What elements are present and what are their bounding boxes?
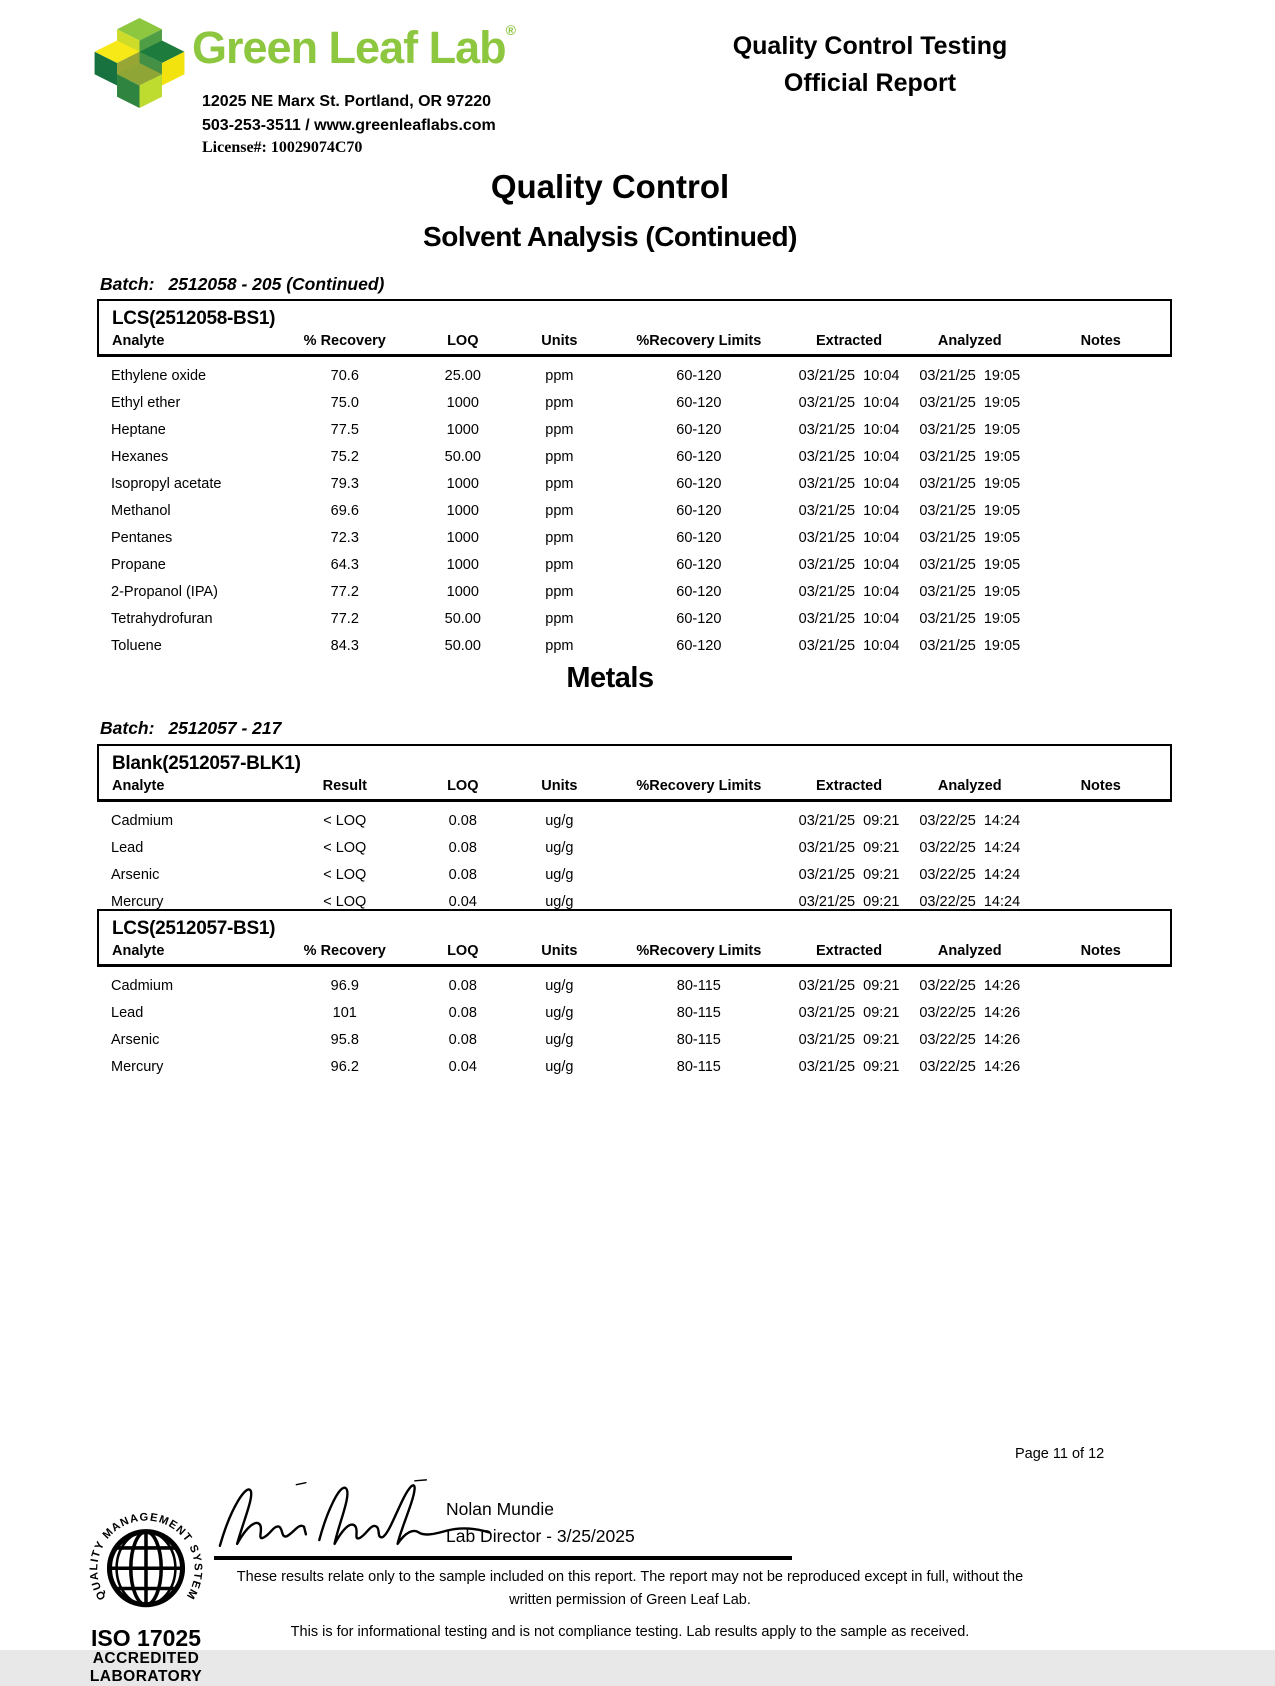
table-cell: 72.3 xyxy=(330,529,359,546)
table-cell: 77.2 xyxy=(330,610,359,627)
table-cell: 101 xyxy=(332,1004,357,1021)
table-cell: ppm xyxy=(545,475,574,492)
column-header: %Recovery Limits xyxy=(636,778,762,794)
table-cell: 60-120 xyxy=(676,637,722,654)
table-cell: 60-120 xyxy=(676,448,722,465)
table-cell: 0.08 xyxy=(448,977,477,994)
lab-phone-website: 503-253-3511 / www.greenleaflabs.com xyxy=(202,117,496,134)
page-title: Quality Control xyxy=(490,168,730,205)
column-header: LOQ xyxy=(447,778,479,794)
table-cell xyxy=(1031,470,1171,497)
table-cell: 1000 xyxy=(446,583,479,600)
column-header: % Recovery xyxy=(303,333,386,349)
table-cell: 03/21/25 10:04 xyxy=(798,610,900,627)
table-cell: ug/g xyxy=(545,893,574,910)
solvent-lcs-table xyxy=(97,299,1172,659)
table-cell: 80-115 xyxy=(676,977,721,994)
table-cell: 03/21/25 19:05 xyxy=(919,475,1021,492)
table-cell: 70.6 xyxy=(330,367,359,384)
table-row xyxy=(98,416,1171,443)
disclaimer-informational: This is for informational testing and is not compliance testing. Lab results apply to the sample as received. xyxy=(290,1624,970,1640)
table-cell: ug/g xyxy=(545,1004,574,1021)
table-cell: ug/g xyxy=(545,866,574,883)
table-cell: 03/21/25 19:05 xyxy=(919,421,1021,438)
table-cell: Propane xyxy=(111,556,166,573)
table-cell: 03/21/25 10:04 xyxy=(798,529,900,546)
table-cell: 03/21/25 19:05 xyxy=(919,367,1021,384)
table-cell: 0.04 xyxy=(448,893,477,910)
table-cell: 0.08 xyxy=(448,839,477,856)
table-row xyxy=(98,443,1171,470)
column-header: % Recovery xyxy=(303,943,386,959)
table-row xyxy=(98,605,1171,632)
column-header: Units xyxy=(541,333,578,349)
table-cell: 03/21/25 10:04 xyxy=(798,556,900,573)
table-cell: 03/21/25 19:05 xyxy=(919,502,1021,519)
table-cell xyxy=(1031,632,1171,659)
table-row xyxy=(98,999,1171,1026)
table-cell: ug/g xyxy=(545,1058,574,1075)
table-cell: 03/22/25 14:26 xyxy=(919,1031,1021,1048)
table-cell: ppm xyxy=(545,502,574,519)
table-cell: 03/21/25 19:05 xyxy=(919,637,1021,654)
table-cell: 03/21/25 09:21 xyxy=(798,1004,900,1021)
batch-id: 2512058 - 205 (Continued) xyxy=(168,274,385,294)
table-cell: 03/21/25 10:04 xyxy=(798,502,900,519)
table-cell xyxy=(1031,966,1171,1000)
table-cell: Lead xyxy=(111,839,144,856)
table-cell: 03/22/25 14:24 xyxy=(919,893,1021,910)
table-cell: 03/22/25 14:24 xyxy=(919,866,1021,883)
column-header: Analyzed xyxy=(937,333,1002,349)
table-cell: 03/21/25 09:21 xyxy=(798,812,900,829)
table-cell xyxy=(1031,416,1171,443)
table-cell: 03/21/25 10:04 xyxy=(798,448,900,465)
column-header: Extracted xyxy=(816,778,883,794)
table-cell xyxy=(608,861,790,888)
table-cell: Pentanes xyxy=(111,529,173,546)
table-cell: 69.6 xyxy=(330,502,359,519)
table-cell xyxy=(1031,578,1171,605)
table-cell: Isopropyl acetate xyxy=(111,475,222,492)
table-cell: 1000 xyxy=(446,556,479,573)
table-cell: 80-115 xyxy=(676,1004,721,1021)
table-cell xyxy=(608,834,790,861)
column-header: %Recovery Limits xyxy=(636,943,762,959)
column-header: Extracted xyxy=(816,943,883,959)
table-cell: 77.2 xyxy=(330,583,359,600)
table-cell xyxy=(1031,834,1171,861)
table-cell: 03/21/25 19:05 xyxy=(919,448,1021,465)
table-cell: ppm xyxy=(545,556,574,573)
table-cell: 60-120 xyxy=(676,475,722,492)
table-row xyxy=(98,1026,1171,1053)
table-cell: Hexanes xyxy=(111,448,169,465)
table-cell: 84.3 xyxy=(330,637,359,654)
table-cell: 64.3 xyxy=(330,556,359,573)
table-cell xyxy=(1031,605,1171,632)
disclaimer-reproduction: These results relate only to the sample included on this report. The report may not be reproduced except in full, without the written permission of Green Leaf Lab. xyxy=(236,1569,1024,1608)
table-row xyxy=(98,551,1171,578)
table-cell: Cadmium xyxy=(111,812,174,829)
table-cell: 0.08 xyxy=(448,866,477,883)
metals-blank-table xyxy=(97,744,1172,915)
table-cell: 03/21/25 19:05 xyxy=(919,529,1021,546)
batch-label-metals: Batch: 2512057 - 217 xyxy=(100,718,282,738)
table-cell: 2-Propanol (IPA) xyxy=(111,583,218,600)
table-cell: 60-120 xyxy=(676,421,722,438)
column-header: Result xyxy=(322,778,367,794)
table-cell xyxy=(1031,524,1171,551)
table-cell: 80-115 xyxy=(676,1058,721,1075)
table-cell: 50.00 xyxy=(444,637,481,654)
table-cell: Arsenic xyxy=(111,1031,160,1048)
column-header: Units xyxy=(541,778,578,794)
table-cell: 03/21/25 19:05 xyxy=(919,583,1021,600)
table-cell: 0.08 xyxy=(448,812,477,829)
table-cell: 03/21/25 10:04 xyxy=(798,475,900,492)
table-header xyxy=(98,745,1171,801)
table-title: Blank(2512057-BLK1) xyxy=(112,753,301,774)
table-cell: 03/22/25 14:26 xyxy=(919,1004,1021,1021)
table-cell: ppm xyxy=(545,610,574,627)
table-cell: ug/g xyxy=(545,812,574,829)
table-cell: 03/21/25 09:21 xyxy=(798,866,900,883)
signer-block xyxy=(446,1496,635,1550)
table-cell: Tetrahydrofuran xyxy=(111,610,213,627)
table-cell: 95.8 xyxy=(330,1031,359,1048)
table-cell: Toluene xyxy=(111,637,162,654)
table-cell: 60-120 xyxy=(676,610,722,627)
table-row xyxy=(98,578,1171,605)
table-header xyxy=(98,910,1171,966)
table-cell: ug/g xyxy=(545,1031,574,1048)
signer-name: Nolan Mundie xyxy=(446,1499,554,1519)
table-cell: 75.0 xyxy=(330,394,359,411)
table-cell: 03/21/25 10:04 xyxy=(798,394,900,411)
table-cell: Heptane xyxy=(111,421,166,438)
table-cell: 03/21/25 19:05 xyxy=(919,610,1021,627)
table-cell: 03/21/25 10:04 xyxy=(798,367,900,384)
table-cell: < LOQ xyxy=(323,893,367,910)
table-cell: 1000 xyxy=(446,394,479,411)
iso-badge-line3: LABORATORY xyxy=(89,1668,203,1685)
iso-badge-line1: ISO 17025 xyxy=(91,1625,201,1651)
table-cell: 60-120 xyxy=(676,583,722,600)
column-header: LOQ xyxy=(447,943,479,959)
iso-arc-text: QUALITY MANAGEMENT SYSTEM xyxy=(88,1511,204,1602)
table-row xyxy=(98,1053,1171,1080)
table-row xyxy=(98,861,1171,888)
table-cell: Cadmium xyxy=(111,977,174,994)
table-cell: ppm xyxy=(545,367,574,384)
table-cell: 0.08 xyxy=(448,1004,477,1021)
table-cell: 0.04 xyxy=(448,1058,477,1075)
table-cell: 60-120 xyxy=(676,394,722,411)
table-cell xyxy=(1031,1026,1171,1053)
iso-badge-line2: ACCREDITED xyxy=(92,1650,200,1667)
table-cell: 1000 xyxy=(446,502,479,519)
table-cell: 03/21/25 09:21 xyxy=(798,893,900,910)
table-cell: 03/21/25 09:21 xyxy=(798,1031,900,1048)
table-cell: ug/g xyxy=(545,977,574,994)
iso-17025-logo xyxy=(84,1481,208,1686)
table-cell: 03/21/25 10:04 xyxy=(798,421,900,438)
column-header: %Recovery Limits xyxy=(636,333,762,349)
table-row xyxy=(98,356,1171,390)
table-row xyxy=(98,632,1171,659)
footer-disclaimers xyxy=(230,1566,1030,1644)
table-cell: Lead xyxy=(111,1004,144,1021)
table-cell: 0.08 xyxy=(448,1031,477,1048)
table-row xyxy=(98,497,1171,524)
table-cell: 03/21/25 09:21 xyxy=(798,977,900,994)
table-cell: 50.00 xyxy=(444,610,481,627)
table-cell: < LOQ xyxy=(323,812,367,829)
column-header: Analyzed xyxy=(937,778,1002,794)
column-header: Analyzed xyxy=(937,943,1002,959)
brand-name: Green Leaf Lab® xyxy=(192,22,516,73)
table-cell: 03/21/25 19:05 xyxy=(919,394,1021,411)
table-row xyxy=(98,470,1171,497)
table-cell xyxy=(1031,999,1171,1026)
table-cell: ug/g xyxy=(545,839,574,856)
column-header: Analyte xyxy=(112,943,165,959)
table-cell: Mercury xyxy=(111,893,164,910)
table-cell: 79.3 xyxy=(330,475,359,492)
metals-section-title: Metals xyxy=(566,662,654,694)
table-cell: 25.00 xyxy=(444,367,481,384)
table-cell: 50.00 xyxy=(444,448,481,465)
table-cell: Ethylene oxide xyxy=(111,367,207,384)
report-title xyxy=(650,28,1090,102)
table-cell xyxy=(1031,801,1171,835)
table-cell xyxy=(1031,356,1171,390)
table-cell: 60-120 xyxy=(676,367,722,384)
table-cell: ppm xyxy=(545,529,574,546)
batch-id: 2512057 - 217 xyxy=(168,718,282,738)
table-cell: ppm xyxy=(545,394,574,411)
table-cell: Ethyl ether xyxy=(111,394,181,411)
table-cell xyxy=(608,801,790,835)
report-title-line2: Official Report xyxy=(783,69,957,97)
table-cell: 60-120 xyxy=(676,529,722,546)
table-cell xyxy=(1031,1053,1171,1080)
table-cell: ppm xyxy=(545,637,574,654)
table-cell: 03/21/25 09:21 xyxy=(798,839,900,856)
signature-rule xyxy=(214,1556,792,1560)
table-row xyxy=(98,966,1171,1000)
table-cell xyxy=(1031,443,1171,470)
table-cell xyxy=(1031,497,1171,524)
table-cell: < LOQ xyxy=(323,866,367,883)
column-header: Analyte xyxy=(112,778,165,794)
table-cell: 77.5 xyxy=(330,421,359,438)
table-cell: 1000 xyxy=(446,421,479,438)
globe-icon xyxy=(109,1532,182,1605)
table-cell: 80-115 xyxy=(676,1031,721,1048)
registered-mark: ® xyxy=(505,22,516,38)
table-cell: ppm xyxy=(545,448,574,465)
metals-lcs-table xyxy=(97,909,1172,1080)
report-title-line1: Quality Control Testing xyxy=(732,32,1008,60)
table-cell: 03/22/25 14:24 xyxy=(919,839,1021,856)
table-cell: 96.9 xyxy=(330,977,359,994)
table-row xyxy=(98,524,1171,551)
table-cell: 03/22/25 14:26 xyxy=(919,977,1021,994)
signer-title-date: Lab Director - 3/25/2025 xyxy=(446,1526,635,1546)
table-row xyxy=(98,834,1171,861)
table-cell xyxy=(1031,551,1171,578)
table-cell: 75.2 xyxy=(330,448,359,465)
table-cell: Arsenic xyxy=(111,866,160,883)
table-header xyxy=(98,300,1171,356)
batch-label-solvent: Batch: 2512058 - 205 (Continued) xyxy=(100,274,385,294)
table-cell: 96.2 xyxy=(330,1058,359,1075)
lab-license: License#: 10029074C70 xyxy=(202,139,363,156)
column-header: Notes xyxy=(1080,943,1121,959)
table-cell: Mercury xyxy=(111,1058,164,1075)
lab-address: 12025 NE Marx St. Portland, OR 97220 xyxy=(202,93,492,110)
table-cell: 03/21/25 10:04 xyxy=(798,637,900,654)
table-cell: 03/21/25 10:04 xyxy=(798,583,900,600)
table-row xyxy=(98,389,1171,416)
column-header: Extracted xyxy=(816,333,883,349)
table-cell xyxy=(1031,861,1171,888)
column-header: Notes xyxy=(1080,333,1121,349)
column-header: Notes xyxy=(1080,778,1121,794)
table-cell: 1000 xyxy=(446,475,479,492)
table-cell xyxy=(1031,389,1171,416)
table-cell: ppm xyxy=(545,421,574,438)
table-title: LCS(2512058-BS1) xyxy=(112,308,276,329)
table-cell: 60-120 xyxy=(676,556,722,573)
table-title: LCS(2512057-BS1) xyxy=(112,918,276,939)
table-cell: 60-120 xyxy=(676,502,722,519)
column-header: LOQ xyxy=(447,333,479,349)
table-cell: 03/21/25 19:05 xyxy=(919,556,1021,573)
column-header: Analyte xyxy=(112,333,165,349)
column-header: Units xyxy=(541,943,578,959)
table-cell: Methanol xyxy=(111,502,171,519)
table-cell: ppm xyxy=(545,583,574,600)
table-cell: 03/22/25 14:26 xyxy=(919,1058,1021,1075)
table-row xyxy=(98,801,1171,835)
table-cell: < LOQ xyxy=(323,839,367,856)
table-cell: 03/21/25 09:21 xyxy=(798,1058,900,1075)
table-cell: 03/22/25 14:24 xyxy=(919,812,1021,829)
table-cell: 1000 xyxy=(446,529,479,546)
page-subtitle: Solvent Analysis (Continued) xyxy=(423,221,797,252)
brand-logo-icon xyxy=(88,12,191,119)
page-number: Page 11 of 12 xyxy=(1015,1446,1105,1462)
